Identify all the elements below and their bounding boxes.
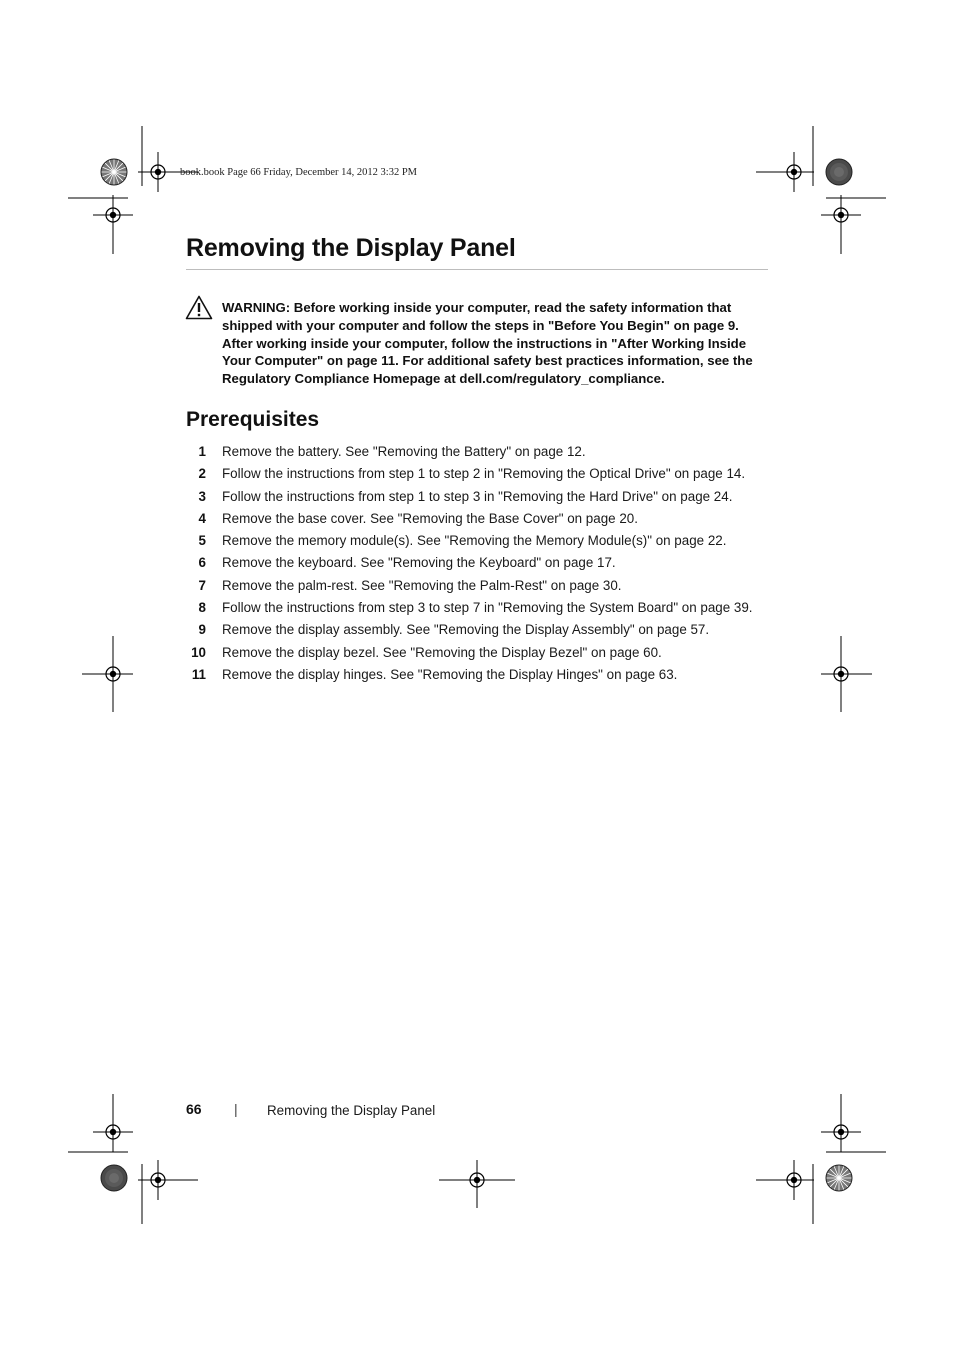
step-text: Remove the battery. See "Removing the Battery" on page 12. (222, 444, 586, 459)
step-number: 6 (198, 555, 206, 571)
step-text: Follow the instructions from step 1 to step 2 in "Removing the Optical Drive" on page 14. (222, 466, 746, 482)
list-item (0, 510, 954, 528)
footer-separator: | (234, 1101, 238, 1117)
step-number: 10 (191, 644, 206, 660)
step-text: Remove the keyboard. See "Removing the Keyboard" on page 17. (222, 555, 616, 571)
page-title: Removing the Display Panel (186, 234, 516, 262)
step-text: Remove the display assembly. See "Removing the Display Assembly" on page 57. (222, 622, 710, 638)
list-item (0, 577, 954, 595)
step-number: 4 (198, 510, 206, 526)
warning-message: WARNING: Before working inside your computer, read the safety information that shipped with your computer and follow the steps in "Before You Begin" on page 9. After working inside your computer, follow the instructions in "After Working Inside Your Computer" on page 11. For additional safety best practices information, see the Regulatory Compliance Homepage at dell.com/regulatory_compliance. (222, 300, 753, 387)
list-item (0, 443, 954, 461)
step-number: 11 (191, 666, 206, 682)
footer-section-title: Removing the Display Panel (267, 1103, 436, 1118)
step-text: Follow the instructions from step 1 to step 3 in "Removing the Hard Drive" on page 24. (222, 488, 733, 504)
step-number: 2 (198, 466, 206, 482)
list-item (0, 488, 954, 506)
step-number: 1 (198, 444, 206, 459)
list-item (0, 621, 954, 639)
prerequisite-steps-list (0, 443, 954, 688)
step-number: 5 (198, 533, 206, 549)
list-item (0, 644, 954, 662)
list-item (0, 599, 954, 617)
print-header-stamp: book.book Page 66 Friday, December 14, 2012 3:32 PM (180, 167, 417, 178)
step-text: Remove the base cover. See "Removing the Base Cover" on page 20. (222, 510, 638, 526)
step-text: Remove the display hinges. See "Removing the Display Hinges" on page 63. (222, 666, 678, 682)
step-number: 8 (198, 599, 206, 615)
list-item (0, 532, 954, 550)
step-number: 9 (198, 622, 206, 638)
step-text: Remove the memory module(s). See "Removing the Memory Module(s)" on page 22. (222, 533, 727, 549)
list-item (0, 465, 954, 483)
step-number: 7 (198, 577, 206, 593)
step-text: Remove the palm-rest. See "Removing the Palm-Rest" on page 30. (222, 577, 622, 593)
step-text: Remove the display bezel. See "Removing the Display Bezel" on page 60. (222, 644, 662, 660)
prerequisites-heading: Prerequisites (186, 408, 320, 431)
list-item (0, 554, 954, 572)
step-text: Follow the instructions from step 3 to step 7 in "Removing the System Board" on page 39. (222, 599, 753, 615)
footer-page-number: 66 (186, 1101, 202, 1117)
list-item (0, 666, 954, 684)
title-divider (186, 269, 768, 270)
step-number: 3 (198, 488, 206, 504)
warning-triangle-icon (185, 295, 213, 320)
